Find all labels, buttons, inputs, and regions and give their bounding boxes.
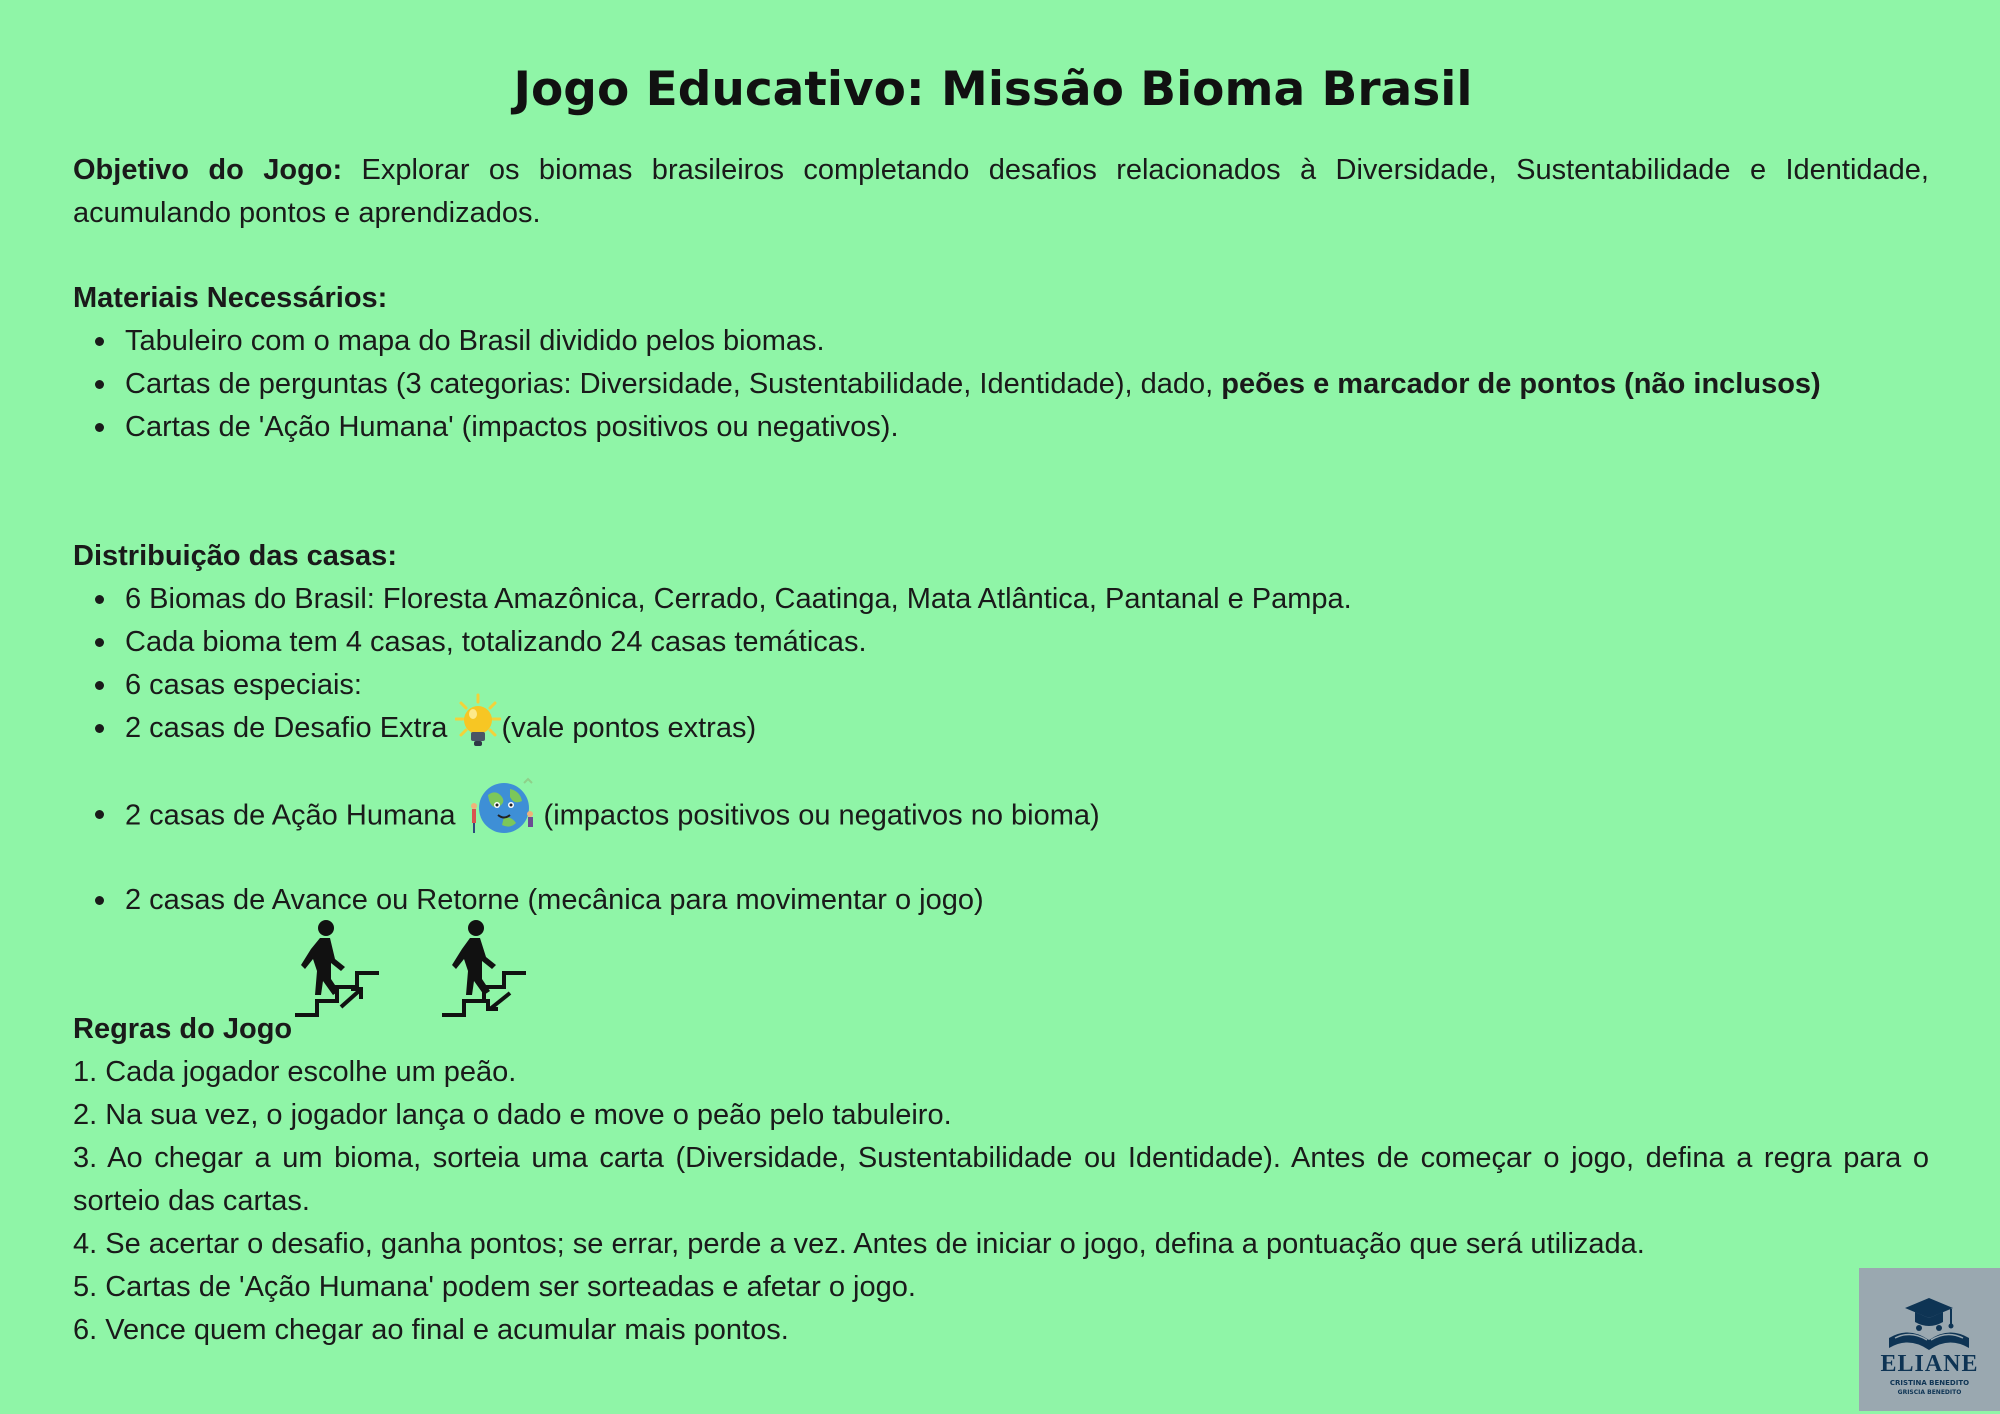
rule-item: 6. Vence quem chegar ao final e acumular mais pontos. (73, 1314, 789, 1346)
list-item: Cartas de 'Ação Humana' (impactos positivos ou negativos). (125, 406, 1929, 449)
lightbulb-icon (455, 693, 501, 751)
materials-bold-note: peões e marcador de pontos (não inclusos) (1221, 368, 1821, 400)
materials-section (73, 277, 1929, 449)
logo-title: ELIANE (1880, 1351, 1979, 1377)
objective-text: Explorar os biomas brasileiros completando desafios relacionados à Diversidade, Sustentabilidade e Identidade, acumulando pontos e aprendizados. (73, 154, 1929, 229)
logo-subtitle-2: GRISCIA BENEDITO (1897, 1389, 1962, 1396)
list-item-human: 2 casas de Ação Humana (impactos positivos ou negativos no bioma) (125, 793, 1929, 836)
materials-list (73, 320, 1929, 449)
list-item-advance: 2 casas de Avance ou Retorne (mecânica para movimentar o jogo) (125, 879, 1929, 922)
rules-section (73, 1008, 1929, 1352)
distribution-list (73, 578, 1929, 922)
objective-paragraph (73, 149, 1929, 235)
list-item: 6 casas especiais: (125, 664, 1929, 707)
author-logo (1859, 1268, 2000, 1411)
objective-label: Objetivo do Jogo: (73, 154, 343, 186)
rules-heading: Regras do Jogo (73, 1013, 293, 1045)
distribution-heading: Distribuição das casas: (73, 540, 397, 572)
distribution-section (73, 535, 1929, 922)
list-item: Cada bioma tem 4 casas, totalizando 24 casas temáticas. (125, 621, 1929, 664)
logo-subtitle: CRISTINA BENEDITO (1889, 1379, 1970, 1387)
earth-icon (464, 775, 544, 841)
materials-heading: Materiais Necessários: (73, 282, 388, 314)
book-graduation-icon (1859, 1268, 2000, 1353)
list-item: Cartas de perguntas (3 categorias: Diversidade, Sustentabilidade, Identidade), dado, peões e marcador de pontos (não inclusos) (125, 363, 1929, 406)
rule-item: 4. Se acertar o desafio, ganha pontos; se errar, perde a vez. Antes de iniciar o jogo, defina a pontuação que será utilizada. (73, 1228, 1645, 1260)
list-item-extra: 2 casas de Desafio Extra (vale pontos extras) (125, 707, 1929, 750)
page-title: Jogo Educativo: Missão Bioma Brasil (513, 62, 1473, 117)
rule-item: 5. Cartas de 'Ação Humana' podem ser sorteadas e afetar o jogo. (73, 1271, 916, 1303)
list-item: 6 Biomas do Brasil: Floresta Amazônica, Cerrado, Caatinga, Mata Atlântica, Pantanal e Pampa. (125, 578, 1929, 621)
rule-item: 2. Na sua vez, o jogador lança o dado e move o peão pelo tabuleiro. (73, 1099, 952, 1131)
rule-item: 1. Cada jogador escolhe um peão. (73, 1056, 517, 1088)
list-item: Tabuleiro com o mapa do Brasil dividido pelos biomas. (125, 320, 1929, 363)
rule-item: 3. Ao chegar a um bioma, sorteia uma carta (Diversidade, Sustentabilidade ou Identidade). Antes de começar o jogo, defina a regra para o sorteio das cartas. (73, 1142, 1929, 1217)
